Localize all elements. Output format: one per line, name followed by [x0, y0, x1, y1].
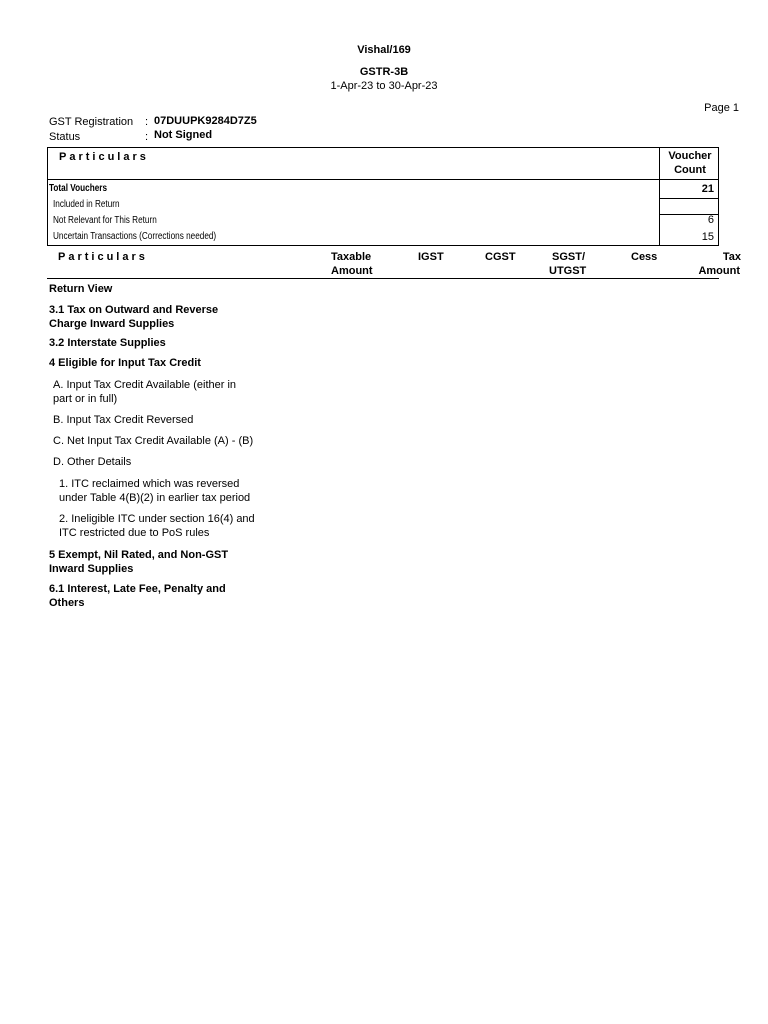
voucher-count-table	[47, 147, 719, 246]
section-4d-2	[59, 512, 255, 540]
header-divider	[48, 179, 718, 180]
section-5	[49, 548, 228, 576]
column-taxable-line2: Amount	[331, 265, 373, 277]
section-4c: C. Net Input Tax Credit Available (A) - (B)	[53, 435, 254, 447]
section-4a	[53, 378, 236, 406]
column-header-rule	[47, 278, 719, 279]
section-4d: D. Other Details	[53, 456, 132, 468]
column-sgst-line2: UTGST	[549, 265, 587, 277]
row-count-uncertain: 15	[701, 231, 714, 243]
section-5-line2: Inward Supplies	[49, 563, 134, 575]
column-taxable-line1: Taxable	[331, 251, 372, 263]
voucher-header-line1: Voucher	[668, 150, 712, 162]
row-count-total-vouchers: 21	[701, 183, 714, 195]
section-4d-2-line2: ITC restricted due to PoS rules	[59, 527, 210, 539]
section-4d-1-line1: 1. ITC reclaimed which was reversed	[59, 478, 240, 490]
section-6-1-line2: Others	[49, 597, 85, 609]
voucher-header-line2: Count	[674, 164, 706, 176]
column-cgst: CGST	[485, 251, 516, 263]
section-4d-2-line1: 2. Ineligible ITC under section 16(4) and	[59, 513, 255, 525]
section-6-1-line1: 6.1 Interest, Late Fee, Penalty and	[49, 583, 226, 595]
section-3-1-line1: 3.1 Tax on Outward and Reverse	[49, 304, 219, 316]
section-4: 4 Eligible for Input Tax Credit	[49, 357, 201, 369]
section-return-view: Return View	[49, 283, 113, 295]
report-period: 1-Apr-23 to 30-Apr-23	[330, 80, 438, 92]
section-3-2: 3.2 Interstate Supplies	[49, 337, 166, 349]
column-igst: IGST	[418, 251, 444, 263]
row-divider	[659, 198, 718, 199]
row-label-included: Included in Return	[53, 199, 120, 210]
section-4d-1-line2: under Table 4(B)(2) in earlier tax period	[59, 492, 251, 504]
section-4a-line1: A. Input Tax Credit Available (either in	[53, 379, 237, 391]
page-number: Page 1	[704, 102, 739, 114]
section-3-1	[49, 303, 218, 331]
column-particulars: Particulars	[58, 251, 148, 263]
column-divider	[659, 148, 660, 245]
section-5-line1: 5 Exempt, Nil Rated, and Non-GST	[49, 549, 229, 561]
status-value: Not Signed	[154, 129, 213, 141]
section-3-1-line2: Charge Inward Supplies	[49, 318, 175, 330]
section-4a-line2: part or in full)	[53, 393, 118, 405]
gst-registration-value: 07DUUPK9284D7Z5	[154, 115, 257, 127]
section-4d-1	[59, 477, 250, 505]
status-label: Status	[49, 131, 81, 143]
row-label-not-relevant: Not Relevant for This Return	[53, 215, 157, 226]
section-6-1	[49, 582, 226, 610]
row-label-uncertain: Uncertain Transactions (Corrections needed)	[53, 231, 217, 242]
column-tax-line2: Amount	[698, 265, 740, 277]
column-cess: Cess	[631, 251, 658, 263]
column-tax-line1: Tax	[722, 251, 741, 263]
column-sgst-line1: SGST/	[552, 251, 586, 263]
row-count-not-relevant: 6	[707, 214, 714, 226]
company-name: Vishal/169	[357, 44, 411, 56]
section-4b: B. Input Tax Credit Reversed	[53, 414, 194, 426]
particulars-header: Particulars	[59, 151, 149, 163]
status-separator: :	[145, 131, 149, 143]
report-title: GSTR-3B	[359, 66, 409, 78]
row-label-total-vouchers: Total Vouchers	[49, 183, 108, 194]
gst-registration-label: GST Registration	[49, 116, 134, 128]
gst-registration-separator: :	[145, 116, 149, 128]
